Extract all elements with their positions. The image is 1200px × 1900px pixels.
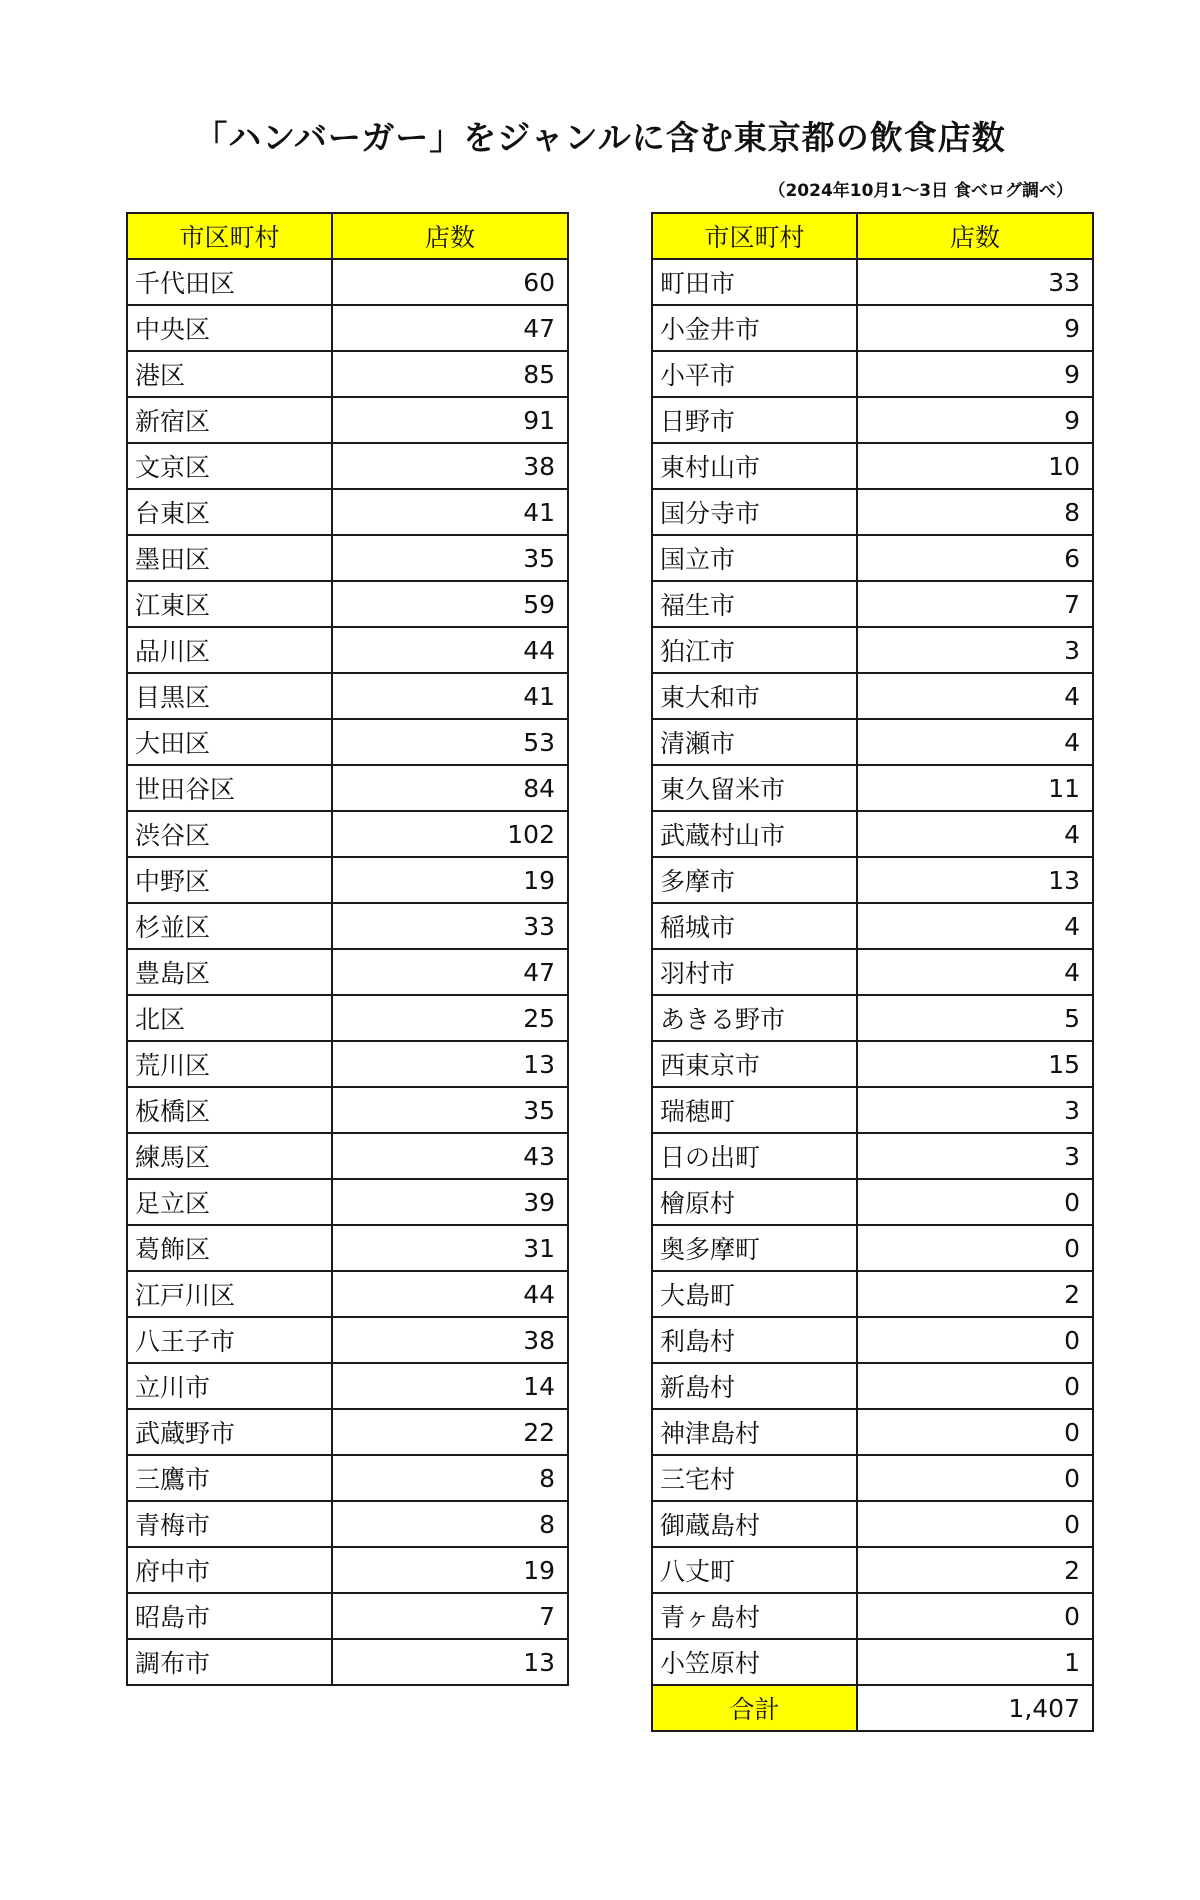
- table-row: [127, 1225, 568, 1271]
- municipality-cell: 稲城市: [652, 903, 857, 949]
- municipality-cell: 八丈町: [652, 1547, 857, 1593]
- store-count-cell: 1: [857, 1639, 1093, 1685]
- store-count-cell: 0: [857, 1179, 1093, 1225]
- store-count-cell: 22: [332, 1409, 568, 1455]
- store-count-cell: 43: [332, 1133, 568, 1179]
- table-row: [652, 581, 1093, 627]
- municipality-cell: 町田市: [652, 259, 857, 305]
- store-count-cell: 44: [332, 627, 568, 673]
- store-count-cell: 19: [332, 1547, 568, 1593]
- store-count-cell: 7: [857, 581, 1093, 627]
- municipality-cell: 武蔵村山市: [652, 811, 857, 857]
- store-count-cell: 9: [857, 397, 1093, 443]
- store-count-cell: 25: [332, 995, 568, 1041]
- store-count-cell: 38: [332, 443, 568, 489]
- municipality-cell: 荒川区: [127, 1041, 332, 1087]
- table-header-row: [652, 213, 1093, 259]
- municipality-cell: 瑞穂町: [652, 1087, 857, 1133]
- table-row: [127, 1363, 568, 1409]
- store-count-cell: 4: [857, 811, 1093, 857]
- table-row: [652, 1547, 1093, 1593]
- store-count-cell: 4: [857, 719, 1093, 765]
- total-row: [652, 1685, 1093, 1731]
- table-row: [652, 1271, 1093, 1317]
- municipality-cell: 東大和市: [652, 673, 857, 719]
- table-row: [127, 949, 568, 995]
- municipality-cell: 御蔵島村: [652, 1501, 857, 1547]
- store-count-cell: 13: [857, 857, 1093, 903]
- header-municipality: 市区町村: [652, 213, 857, 259]
- municipality-cell: 羽村市: [652, 949, 857, 995]
- table-row: [127, 857, 568, 903]
- store-count-cell: 5: [857, 995, 1093, 1041]
- store-count-cell: 3: [857, 627, 1093, 673]
- store-count-cell: 33: [332, 903, 568, 949]
- table-row: [652, 1317, 1093, 1363]
- municipality-cell: 福生市: [652, 581, 857, 627]
- municipality-cell: 板橋区: [127, 1087, 332, 1133]
- municipality-cell: 清瀬市: [652, 719, 857, 765]
- store-count-cell: 0: [857, 1593, 1093, 1639]
- table-row: [652, 443, 1093, 489]
- municipality-cell: 東村山市: [652, 443, 857, 489]
- store-count-cell: 3: [857, 1133, 1093, 1179]
- store-count-cell: 59: [332, 581, 568, 627]
- table-row: [652, 719, 1093, 765]
- municipality-cell: 港区: [127, 351, 332, 397]
- store-count-cell: 13: [332, 1639, 568, 1685]
- municipality-cell: 墨田区: [127, 535, 332, 581]
- municipality-cell: 中央区: [127, 305, 332, 351]
- municipality-cell: 杉並区: [127, 903, 332, 949]
- municipality-cell: 日の出町: [652, 1133, 857, 1179]
- store-count-cell: 19: [332, 857, 568, 903]
- municipality-cell: 昭島市: [127, 1593, 332, 1639]
- store-count-cell: 9: [857, 305, 1093, 351]
- table-row: [652, 397, 1093, 443]
- municipality-cell: 大田区: [127, 719, 332, 765]
- table-row: [127, 1087, 568, 1133]
- store-count-cell: 15: [857, 1041, 1093, 1087]
- municipality-cell: あきる野市: [652, 995, 857, 1041]
- header-store-count: 店数: [857, 213, 1093, 259]
- municipality-cell: 渋谷区: [127, 811, 332, 857]
- municipality-cell: 江戸川区: [127, 1271, 332, 1317]
- store-count-cell: 4: [857, 903, 1093, 949]
- table-row: [652, 489, 1093, 535]
- left-table-body: [127, 259, 568, 1685]
- store-count-cell: 0: [857, 1225, 1093, 1271]
- store-count-cell: 0: [857, 1317, 1093, 1363]
- table-row: [127, 765, 568, 811]
- municipality-cell: 武蔵野市: [127, 1409, 332, 1455]
- table-row: [652, 305, 1093, 351]
- store-count-cell: 0: [857, 1409, 1093, 1455]
- store-count-cell: 47: [332, 305, 568, 351]
- store-count-cell: 84: [332, 765, 568, 811]
- table-row: [127, 1041, 568, 1087]
- table-row: [652, 1455, 1093, 1501]
- store-count-cell: 14: [332, 1363, 568, 1409]
- municipality-cell: 国分寺市: [652, 489, 857, 535]
- total-label: 合計: [652, 1685, 857, 1731]
- table-row: [127, 1179, 568, 1225]
- table-row: [127, 903, 568, 949]
- page-title: 「ハンバーガー」をジャンルに含む東京都の飲食店数: [194, 118, 1006, 157]
- total-count: 1,407: [857, 1685, 1093, 1731]
- municipality-cell: 世田谷区: [127, 765, 332, 811]
- municipality-cell: 中野区: [127, 857, 332, 903]
- table-row: [127, 1271, 568, 1317]
- store-count-cell: 91: [332, 397, 568, 443]
- table-row: [652, 1363, 1093, 1409]
- store-count-cell: 85: [332, 351, 568, 397]
- municipality-cell: 新宿区: [127, 397, 332, 443]
- table-row: [127, 351, 568, 397]
- table-row: [652, 673, 1093, 719]
- municipality-cell: 三鷹市: [127, 1455, 332, 1501]
- table-row: [127, 1547, 568, 1593]
- municipality-cell: 千代田区: [127, 259, 332, 305]
- municipality-cell: 西東京市: [652, 1041, 857, 1087]
- table-row: [652, 857, 1093, 903]
- municipality-cell: 練馬区: [127, 1133, 332, 1179]
- table-row: [127, 1409, 568, 1455]
- table-row: [127, 443, 568, 489]
- store-count-cell: 9: [857, 351, 1093, 397]
- municipality-cell: 小金井市: [652, 305, 857, 351]
- store-count-cell: 10: [857, 443, 1093, 489]
- table-row: [127, 1501, 568, 1547]
- table-row: [127, 489, 568, 535]
- municipality-cell: 日野市: [652, 397, 857, 443]
- municipality-cell: 府中市: [127, 1547, 332, 1593]
- table-row: [127, 259, 568, 305]
- municipality-cell: 品川区: [127, 627, 332, 673]
- store-count-cell: 13: [332, 1041, 568, 1087]
- municipality-cell: 三宅村: [652, 1455, 857, 1501]
- municipality-cell: 北区: [127, 995, 332, 1041]
- municipality-cell: 狛江市: [652, 627, 857, 673]
- store-count-cell: 31: [332, 1225, 568, 1271]
- table-row: [652, 351, 1093, 397]
- store-count-cell: 60: [332, 259, 568, 305]
- municipality-cell: 檜原村: [652, 1179, 857, 1225]
- source-note: （2024年10月1〜3日 食べログ調べ）: [768, 181, 1073, 201]
- table-row: [127, 811, 568, 857]
- table-row: [652, 995, 1093, 1041]
- table-row: [652, 903, 1093, 949]
- table-row: [652, 535, 1093, 581]
- municipality-cell: 青ヶ島村: [652, 1593, 857, 1639]
- municipality-cell: 小平市: [652, 351, 857, 397]
- table-row: [652, 1501, 1093, 1547]
- store-count-cell: 0: [857, 1455, 1093, 1501]
- table-row: [652, 1225, 1093, 1271]
- table-row: [652, 627, 1093, 673]
- store-count-cell: 8: [332, 1455, 568, 1501]
- store-count-cell: 11: [857, 765, 1093, 811]
- table-row: [127, 1133, 568, 1179]
- municipality-cell: 青梅市: [127, 1501, 332, 1547]
- store-count-cell: 0: [857, 1363, 1093, 1409]
- table-row: [652, 1409, 1093, 1455]
- store-count-cell: 35: [332, 1087, 568, 1133]
- store-count-cell: 47: [332, 949, 568, 995]
- store-count-cell: 2: [857, 1547, 1093, 1593]
- municipality-cell: 豊島区: [127, 949, 332, 995]
- municipality-cell: 調布市: [127, 1639, 332, 1685]
- table-row: [127, 305, 568, 351]
- municipality-cell: 文京区: [127, 443, 332, 489]
- store-count-cell: 8: [857, 489, 1093, 535]
- store-count-cell: 7: [332, 1593, 568, 1639]
- municipality-cell: 目黒区: [127, 673, 332, 719]
- store-count-cell: 53: [332, 719, 568, 765]
- table-row: [127, 995, 568, 1041]
- store-count-cell: 6: [857, 535, 1093, 581]
- municipality-cell: 江東区: [127, 581, 332, 627]
- table-row: [127, 1317, 568, 1363]
- municipality-cell: 足立区: [127, 1179, 332, 1225]
- municipality-cell: 立川市: [127, 1363, 332, 1409]
- table-row: [127, 1593, 568, 1639]
- store-count-cell: 35: [332, 535, 568, 581]
- table-header-row: [127, 213, 568, 259]
- store-count-cell: 8: [332, 1501, 568, 1547]
- municipality-cell: 奥多摩町: [652, 1225, 857, 1271]
- store-count-cell: 3: [857, 1087, 1093, 1133]
- header-store-count: 店数: [332, 213, 568, 259]
- store-count-cell: 0: [857, 1501, 1093, 1547]
- table-row: [652, 1133, 1093, 1179]
- table-row: [652, 765, 1093, 811]
- table-row: [127, 627, 568, 673]
- table-row: [652, 811, 1093, 857]
- municipality-cell: 利島村: [652, 1317, 857, 1363]
- table-row: [652, 1179, 1093, 1225]
- municipality-cell: 神津島村: [652, 1409, 857, 1455]
- table-row: [127, 1455, 568, 1501]
- municipality-cell: 多摩市: [652, 857, 857, 903]
- table-row: [652, 1041, 1093, 1087]
- header-municipality: 市区町村: [127, 213, 332, 259]
- municipality-cell: 国立市: [652, 535, 857, 581]
- table-row: [127, 1639, 568, 1685]
- table-row: [652, 1087, 1093, 1133]
- store-count-cell: 4: [857, 949, 1093, 995]
- municipality-cell: 葛飾区: [127, 1225, 332, 1271]
- store-count-cell: 33: [857, 259, 1093, 305]
- table-row: [652, 259, 1093, 305]
- left-table: [126, 212, 569, 1686]
- table-row: [127, 673, 568, 719]
- table-row: [127, 535, 568, 581]
- table-row: [652, 1639, 1093, 1685]
- municipality-cell: 八王子市: [127, 1317, 332, 1363]
- store-count-cell: 4: [857, 673, 1093, 719]
- table-row: [652, 949, 1093, 995]
- municipality-cell: 大島町: [652, 1271, 857, 1317]
- store-count-cell: 41: [332, 489, 568, 535]
- store-count-cell: 38: [332, 1317, 568, 1363]
- municipality-cell: 小笠原村: [652, 1639, 857, 1685]
- table-row: [127, 581, 568, 627]
- store-count-cell: 39: [332, 1179, 568, 1225]
- table-row: [127, 397, 568, 443]
- store-count-cell: 2: [857, 1271, 1093, 1317]
- right-table: [651, 212, 1094, 1732]
- store-count-cell: 41: [332, 673, 568, 719]
- table-row: [127, 719, 568, 765]
- municipality-cell: 新島村: [652, 1363, 857, 1409]
- right-table-body: [652, 259, 1093, 1685]
- store-count-cell: 44: [332, 1271, 568, 1317]
- municipality-cell: 台東区: [127, 489, 332, 535]
- municipality-cell: 東久留米市: [652, 765, 857, 811]
- store-count-cell: 102: [332, 811, 568, 857]
- table-row: [652, 1593, 1093, 1639]
